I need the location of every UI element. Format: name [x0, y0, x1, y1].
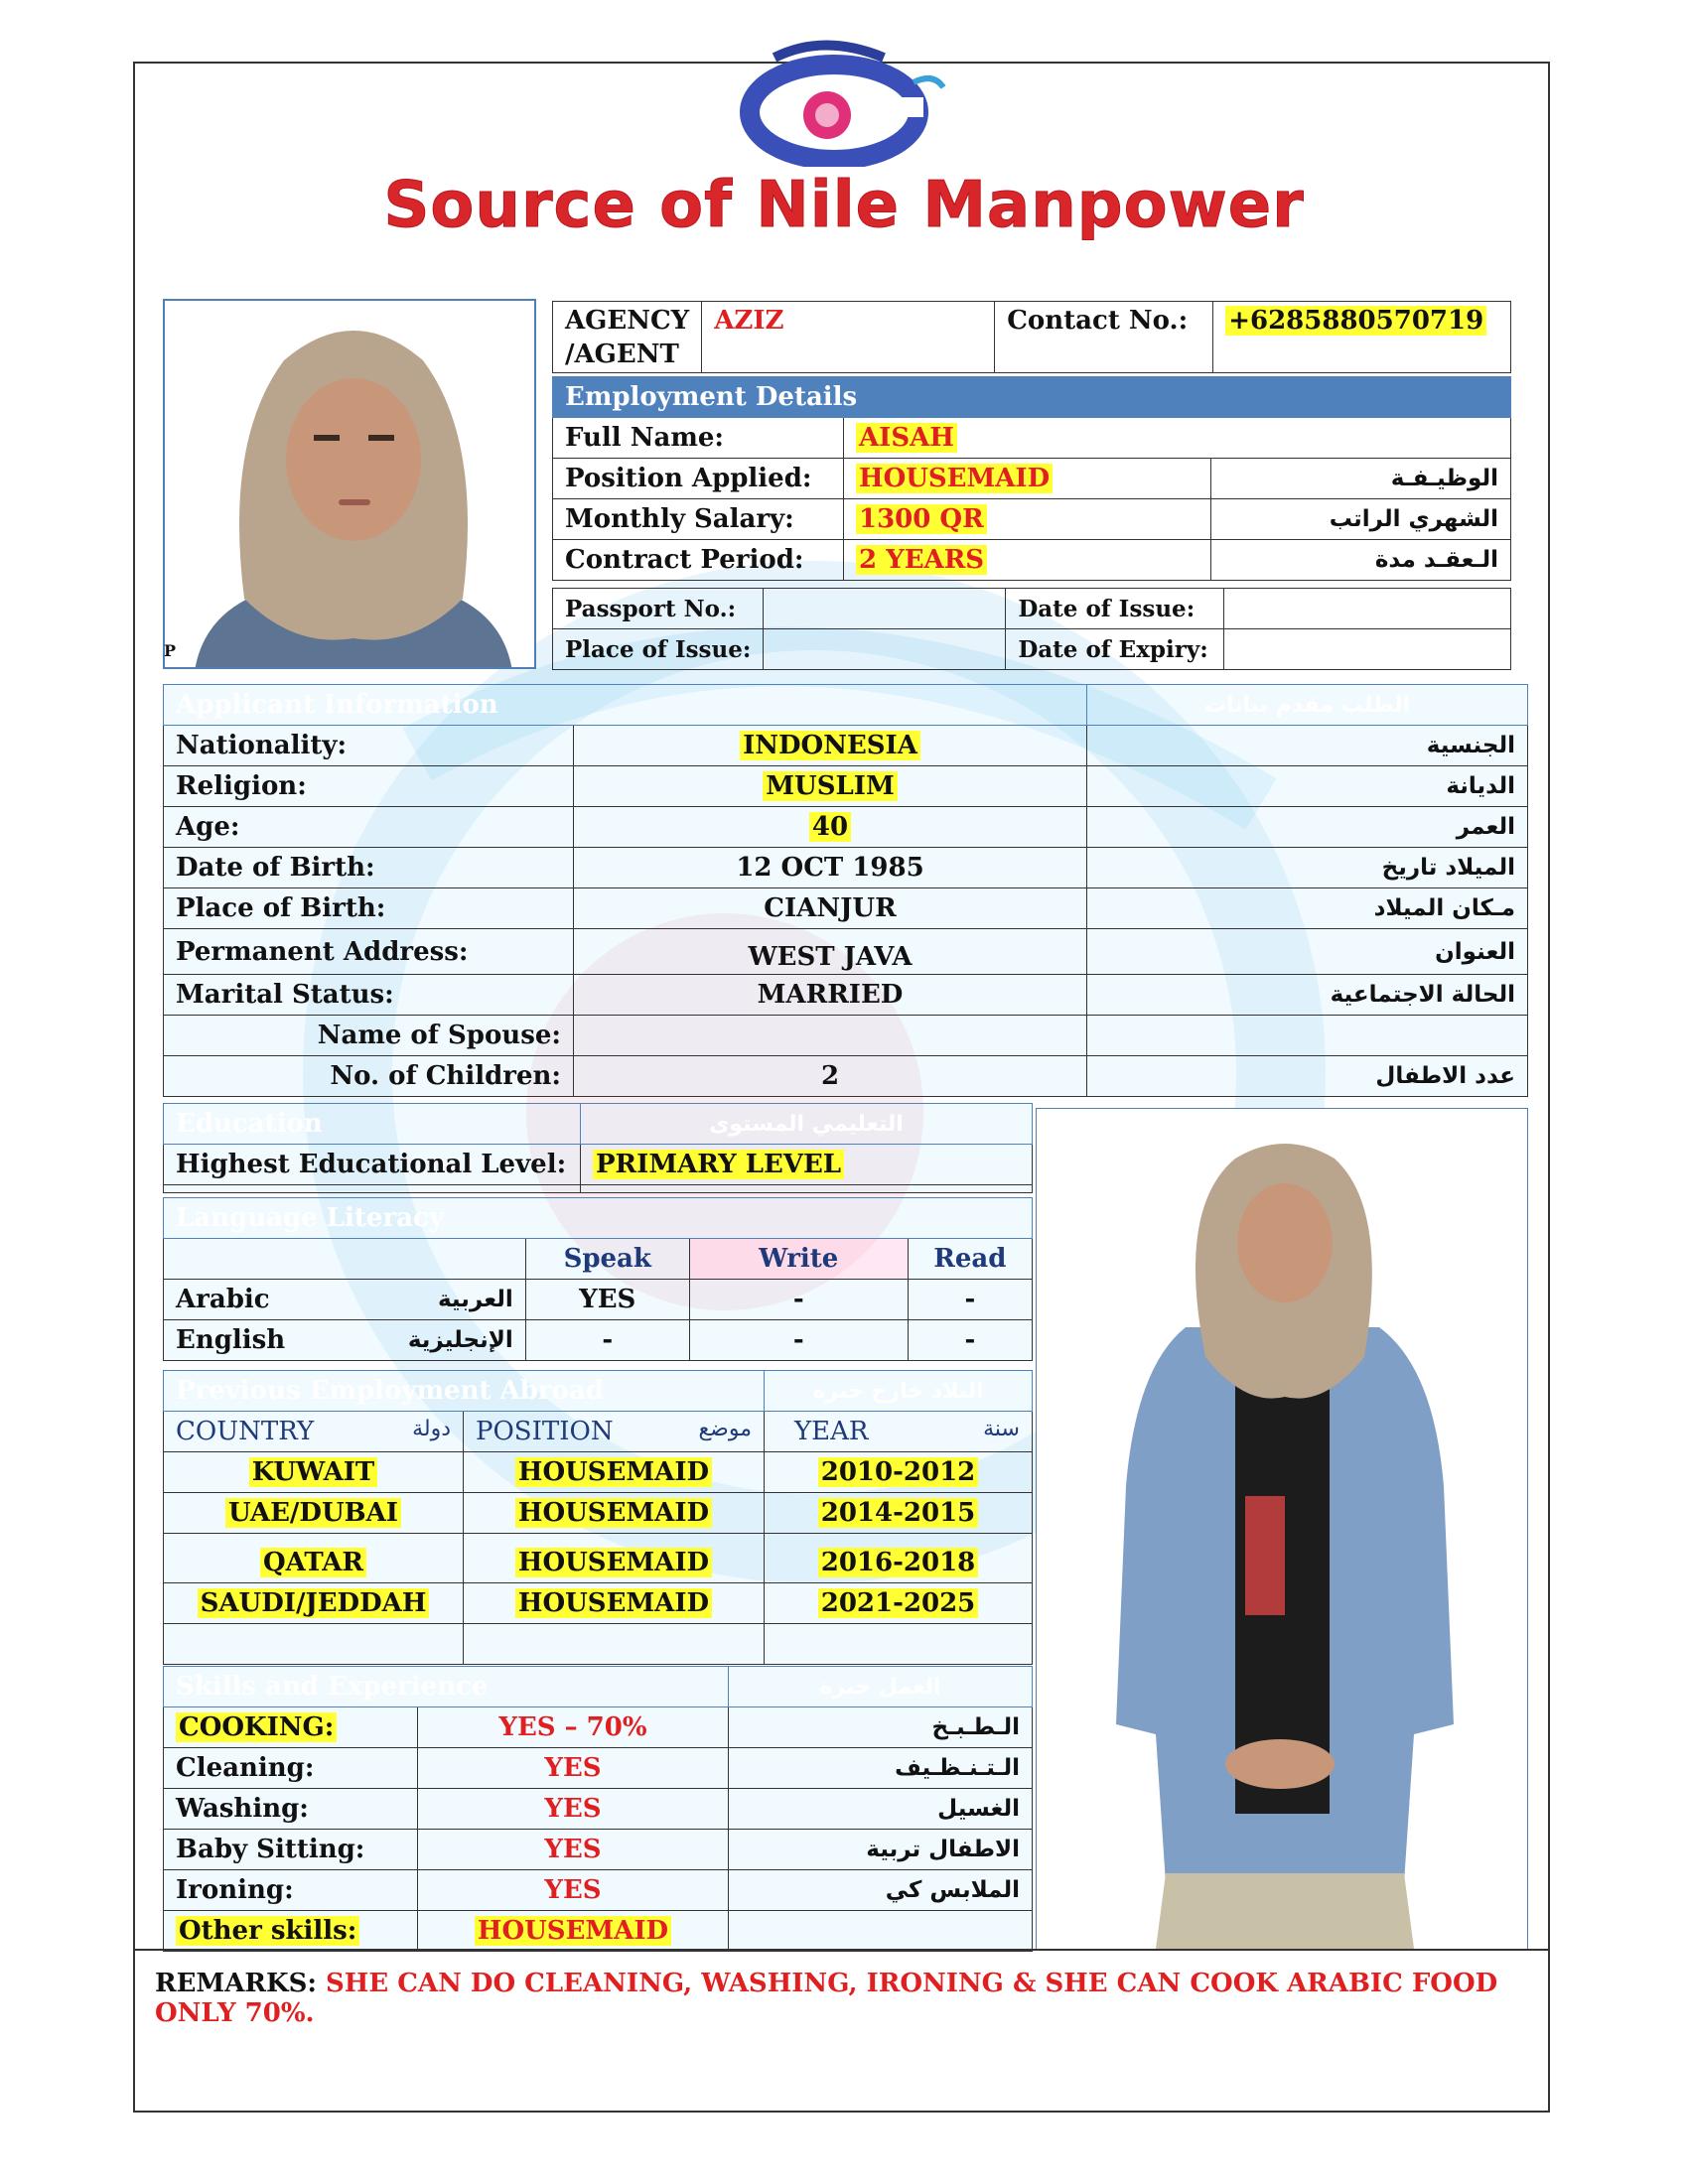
lang-read: - [908, 1320, 1032, 1361]
education-value [581, 1145, 1033, 1185]
app-label: Date of Birth: [164, 848, 574, 888]
passport-no-value [764, 589, 1006, 629]
spouse-value [574, 1016, 1087, 1056]
skill-label [164, 1911, 418, 1952]
lang-name: Arabic [164, 1280, 352, 1320]
col-country [164, 1412, 464, 1452]
emp-value [844, 499, 1211, 540]
applicant-heading-ar: الطلب مقدم بيانات [1087, 685, 1528, 726]
prev-country-value: SAUDI/JEDDAH [198, 1588, 430, 1618]
education-heading-ar: التعليمي المستوى [581, 1104, 1033, 1145]
remarks-label: REMARKS: [155, 1969, 317, 1998]
place-of-issue-value [764, 629, 1006, 670]
prev-year-value: 2021-2025 [818, 1588, 979, 1618]
skill-label: Ironing: [164, 1870, 418, 1911]
age-value: 40 [809, 812, 851, 842]
skill-label: Baby Sitting: [164, 1830, 418, 1870]
col-year-ar: سنة [983, 1417, 1020, 1441]
skill-arabic: الغسيل [729, 1789, 1033, 1830]
previous-employment-table [163, 1370, 1033, 1665]
full-name-value: AISAH [856, 423, 957, 453]
lang-write: - [689, 1320, 908, 1361]
col-position [464, 1412, 765, 1452]
company-name: Source of Nile Manpower [383, 169, 1305, 242]
skill-value: YES – 70% [418, 1707, 729, 1748]
prev-country [164, 1534, 464, 1583]
applicant-table [163, 684, 1528, 1097]
skill-value: YES [418, 1830, 729, 1870]
company-logo-icon [715, 38, 953, 167]
agency-label: AGENCY /AGENT [553, 302, 702, 373]
prev-year [765, 1583, 1033, 1624]
lang-speak: YES [525, 1280, 689, 1320]
skill-arabic: الاطفال تربية [729, 1830, 1033, 1870]
prev-position-value: HOUSEMAID [515, 1548, 712, 1577]
prev-position [464, 1534, 765, 1583]
app-label: Permanent Address: [164, 929, 574, 975]
skill-value: YES [418, 1870, 729, 1911]
children-value: 2 [574, 1056, 1087, 1097]
col-position-label: POSITION [476, 1417, 614, 1446]
other-skills-value: HOUSEMAID [475, 1916, 671, 1946]
prev-country [164, 1493, 464, 1534]
skill-label-text: Other skills: [176, 1916, 359, 1946]
marital-value: MARRIED [574, 975, 1087, 1016]
applicant-heading: Applicant Information [164, 685, 1087, 726]
education-level-value: PRIMARY LEVEL [593, 1150, 844, 1179]
app-label: Place of Birth: [164, 888, 574, 929]
date-of-issue-label: Date of Issue: [1006, 589, 1224, 629]
skill-label-text: COOKING: [176, 1712, 337, 1742]
col-read: Read [908, 1239, 1032, 1280]
date-of-expiry-value [1224, 629, 1511, 670]
language-table [163, 1197, 1033, 1361]
col-year [765, 1412, 1033, 1452]
emp-arabic: الوظيـفـة [1211, 459, 1511, 499]
app-value [574, 766, 1087, 807]
applicant-full-body-photo [1036, 1108, 1528, 1950]
prev-country-value: KUWAIT [249, 1457, 378, 1487]
app-value [574, 807, 1087, 848]
religion-value: MUSLIM [763, 771, 897, 801]
skill-label: Washing: [164, 1789, 418, 1830]
education-heading: Education [164, 1104, 581, 1145]
date-of-issue-value [1224, 589, 1511, 629]
app-arabic: عدد الاطفال [1087, 1056, 1528, 1097]
place-of-issue-label: Place of Issue: [553, 629, 764, 670]
emp-value [844, 418, 1511, 459]
prev-year [765, 1493, 1033, 1534]
col-write: Write [689, 1239, 908, 1280]
emp-arabic: الـعقـد مدة [1211, 540, 1511, 581]
app-label: Marital Status: [164, 975, 574, 1016]
position-value: HOUSEMAID [856, 464, 1053, 493]
lang-speak: - [525, 1320, 689, 1361]
lang-name: English [164, 1320, 352, 1361]
prev-country-value: UAE/DUBAI [225, 1498, 401, 1528]
employment-table [552, 376, 1511, 581]
app-label: Age: [164, 807, 574, 848]
prev-year [765, 1534, 1033, 1583]
prev-position [464, 1452, 765, 1493]
skills-table [163, 1666, 1033, 1952]
app-arabic: العمر [1087, 807, 1528, 848]
app-label: Name of Spouse: [164, 1016, 574, 1056]
prev-position [464, 1583, 765, 1624]
skills-heading-ar: العمل خبرة [729, 1667, 1033, 1707]
prev-year [765, 1452, 1033, 1493]
app-label: No. of Children: [164, 1056, 574, 1097]
app-arabic: الميلاد تاريخ [1087, 848, 1528, 888]
col-speak: Speak [525, 1239, 689, 1280]
prev-position-value: HOUSEMAID [515, 1498, 712, 1528]
emp-label: Full Name: [553, 418, 844, 459]
skill-arabic: الـتـنـظـيف [729, 1748, 1033, 1789]
prev-country [164, 1583, 464, 1624]
agency-table [552, 301, 1511, 373]
skill-value: YES [418, 1789, 729, 1830]
col-year-label: YEAR [794, 1417, 869, 1446]
date-of-expiry-label: Date of Expiry: [1006, 629, 1224, 670]
remarks-text: SHE CAN DO CLEANING, WASHING, IRONING & SHE CAN COOK ARABIC FOOD ONLY 70%. [155, 1969, 1498, 2028]
emp-label: Monthly Salary: [553, 499, 844, 540]
lang-read: - [908, 1280, 1032, 1320]
passport-no-label: Passport No.: [553, 589, 764, 629]
prev-position-value: HOUSEMAID [515, 1588, 712, 1618]
contact-value [1213, 302, 1511, 373]
app-label: Religion: [164, 766, 574, 807]
prev-position [464, 1493, 765, 1534]
applicant-portrait-photo [163, 299, 536, 669]
prev-year-value: 2016-2018 [818, 1548, 979, 1577]
emp-value [844, 459, 1211, 499]
col-country-ar: دولة [412, 1417, 451, 1441]
emp-label: Contract Period: [553, 540, 844, 581]
prev-year-value: 2014-2015 [818, 1498, 979, 1528]
nationality-value: INDONESIA [740, 731, 920, 760]
skill-value: YES [418, 1748, 729, 1789]
lang-write: - [689, 1280, 908, 1320]
app-label: Nationality: [164, 726, 574, 766]
prev-position-value: HOUSEMAID [515, 1457, 712, 1487]
app-arabic: الجنسية [1087, 726, 1528, 766]
pob-value: CIANJUR [574, 888, 1087, 929]
previous-heading-ar: البلاد خارج خبرة [765, 1371, 1033, 1412]
skills-heading: Skills and Experience [164, 1667, 729, 1707]
skill-arabic: الـطـبـخ [729, 1707, 1033, 1748]
col-position-ar: موضع [698, 1417, 752, 1441]
dob-value: 12 OCT 1985 [574, 848, 1087, 888]
skill-value [418, 1911, 729, 1952]
prev-country-value: QATAR [260, 1548, 366, 1577]
emp-value [844, 540, 1211, 581]
app-arabic: الديانة [1087, 766, 1528, 807]
education-label: Highest Educational Level: [164, 1145, 581, 1185]
col-country-label: COUNTRY [176, 1417, 315, 1446]
previous-heading: Previous Employment Abroad [164, 1371, 765, 1412]
app-arabic: العنوان [1087, 929, 1528, 975]
photo-marker: P [164, 641, 177, 660]
skill-arabic: الملابس كي [729, 1870, 1033, 1911]
prev-country [164, 1452, 464, 1493]
contact-label: Contact No.: [995, 302, 1213, 373]
prev-year-value: 2010-2012 [818, 1457, 979, 1487]
language-heading: Language Literacy [164, 1198, 1033, 1239]
app-arabic: مـكان الميلاد [1087, 888, 1528, 929]
employment-heading: Employment Details [553, 377, 1511, 418]
emp-label: Position Applied: [553, 459, 844, 499]
emp-arabic: الشهري الراتب [1211, 499, 1511, 540]
skill-arabic [729, 1911, 1033, 1952]
education-table [163, 1103, 1033, 1193]
lang-name-ar: الإنجليزية [352, 1320, 526, 1361]
passport-table [552, 588, 1511, 670]
agency-value: AZIZ [702, 302, 995, 373]
contact-number: +6285880570719 [1225, 306, 1486, 336]
app-arabic [1087, 1016, 1528, 1056]
app-arabic: الحالة الاجتماعية [1087, 975, 1528, 1016]
contract-value: 2 YEARS [856, 545, 987, 575]
remarks-box [133, 1949, 1550, 2113]
address-value: WEST JAVA [574, 929, 1087, 975]
salary-value: 1300 QR [856, 504, 987, 534]
lang-name-ar: العربية [352, 1280, 526, 1320]
app-value [574, 726, 1087, 766]
skill-label [164, 1707, 418, 1748]
skill-label: Cleaning: [164, 1748, 418, 1789]
